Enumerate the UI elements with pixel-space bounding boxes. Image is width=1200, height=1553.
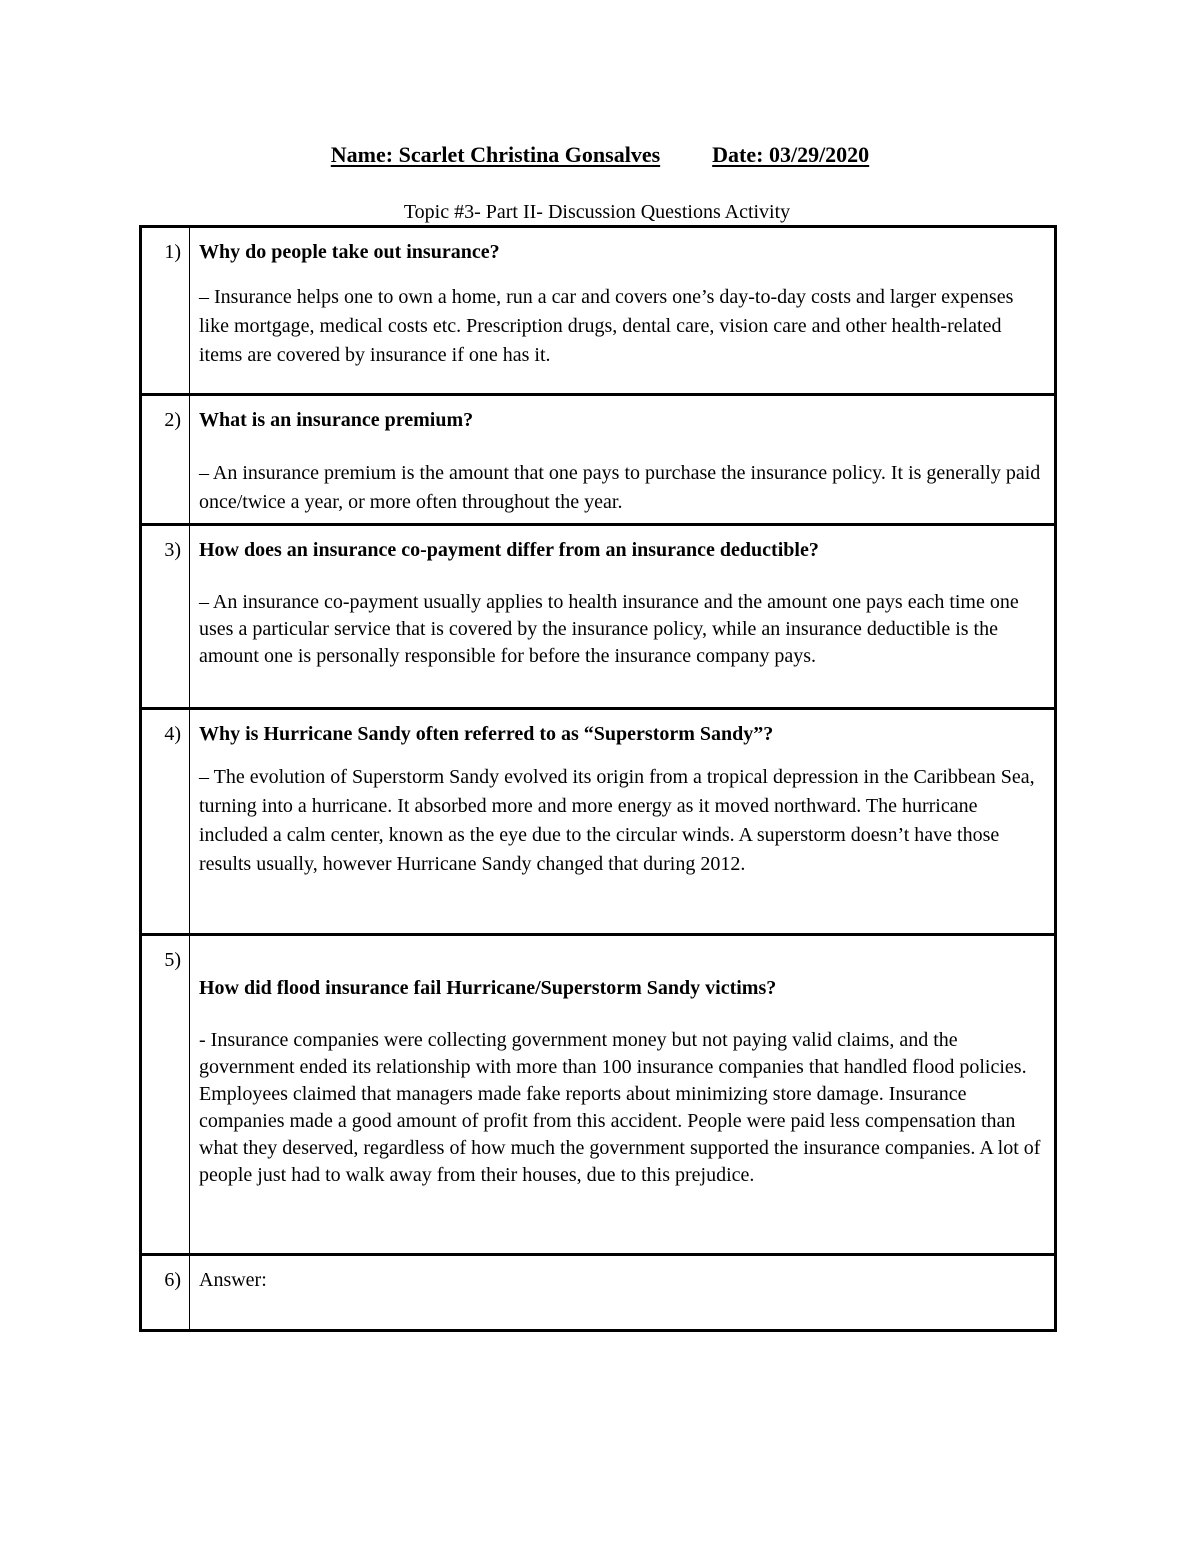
question-text: How did flood insurance fail Hurricane/Superstorm Sandy victims?	[199, 977, 777, 999]
answer-label: Answer:	[199, 1269, 267, 1291]
answer-text: – An insurance premium is the amount that one pays to purchase the insurance policy. It is generally paid once/twice a year, or more often throughout the year.	[199, 462, 1041, 513]
row-number: 4)	[141, 709, 190, 935]
answer-text: – Insurance helps one to own a home, run a car and covers one’s day-to-day costs and larger expenses like mortgage, medical costs etc. Prescription drugs, dental care, vision care and other health-related items are covered by insurance if one has it.	[199, 286, 1014, 366]
question-text: How does an insurance co-payment differ from an insurance deductible?	[199, 539, 819, 561]
row-number: 2)	[141, 395, 190, 525]
discussion-questions-table	[139, 225, 1057, 1332]
question-text: What is an insurance premium?	[199, 409, 474, 431]
row-number: 3)	[141, 525, 190, 709]
row-number: 5)	[141, 935, 190, 1255]
activity-subtitle: Topic #3- Part II- Discussion Questions Activity	[403, 201, 791, 223]
question-row-5	[141, 935, 1056, 1255]
row-content	[190, 709, 1056, 935]
question-text: Why do people take out insurance?	[199, 241, 500, 263]
answer-text: – An insurance co-payment usually applies to health insurance and the amount one pays each time one uses a particular service that is covered by the insurance policy, while an insurance deductible is the amount one is personally responsible for before the insurance company pays.	[199, 591, 1019, 667]
question-row-1	[141, 227, 1056, 395]
document-header	[0, 142, 1200, 168]
question-row-6	[141, 1255, 1056, 1331]
row-content	[190, 935, 1056, 1255]
question-row-2	[141, 395, 1056, 525]
answer-text: – The evolution of Superstorm Sandy evolved its origin from a tropical depression in the Caribbean Sea, turning into a hurricane. It absorbed more and more energy as it moved northward. The hurricane included a calm center, known as the eye due to the circular winds. A superstorm doesn’t have those results usually, however Hurricane Sandy changed that during 2012.	[199, 766, 1035, 875]
row-spacer	[199, 946, 1044, 974]
row-content	[190, 395, 1056, 525]
date-field: Date: 03/29/2020	[712, 142, 870, 167]
question-row-3	[141, 525, 1056, 709]
row-content	[190, 227, 1056, 395]
row-content	[190, 1255, 1056, 1331]
question-text: Why is Hurricane Sandy often referred to as “Superstorm Sandy”?	[199, 723, 774, 745]
row-number: 6)	[141, 1255, 190, 1331]
name-field: Name: Scarlet Christina Gonsalves	[330, 142, 661, 167]
row-number: 1)	[141, 227, 190, 395]
row-content	[190, 525, 1056, 709]
answer-text: - Insurance companies were collecting government money but not paying valid claims, and the government ended its relationship with more than 100 insurance companies that handled flood policies. Employees claimed that managers made fake reports about minimizing store damage. Insurance companies made a good amount of profit from this accident. People were paid less compensation than what they deserved, regardless of how much the government supported the insurance companies. A lot of people just had to walk away from their houses, due to this prejudice.	[199, 1029, 1041, 1186]
question-row-4	[141, 709, 1056, 935]
